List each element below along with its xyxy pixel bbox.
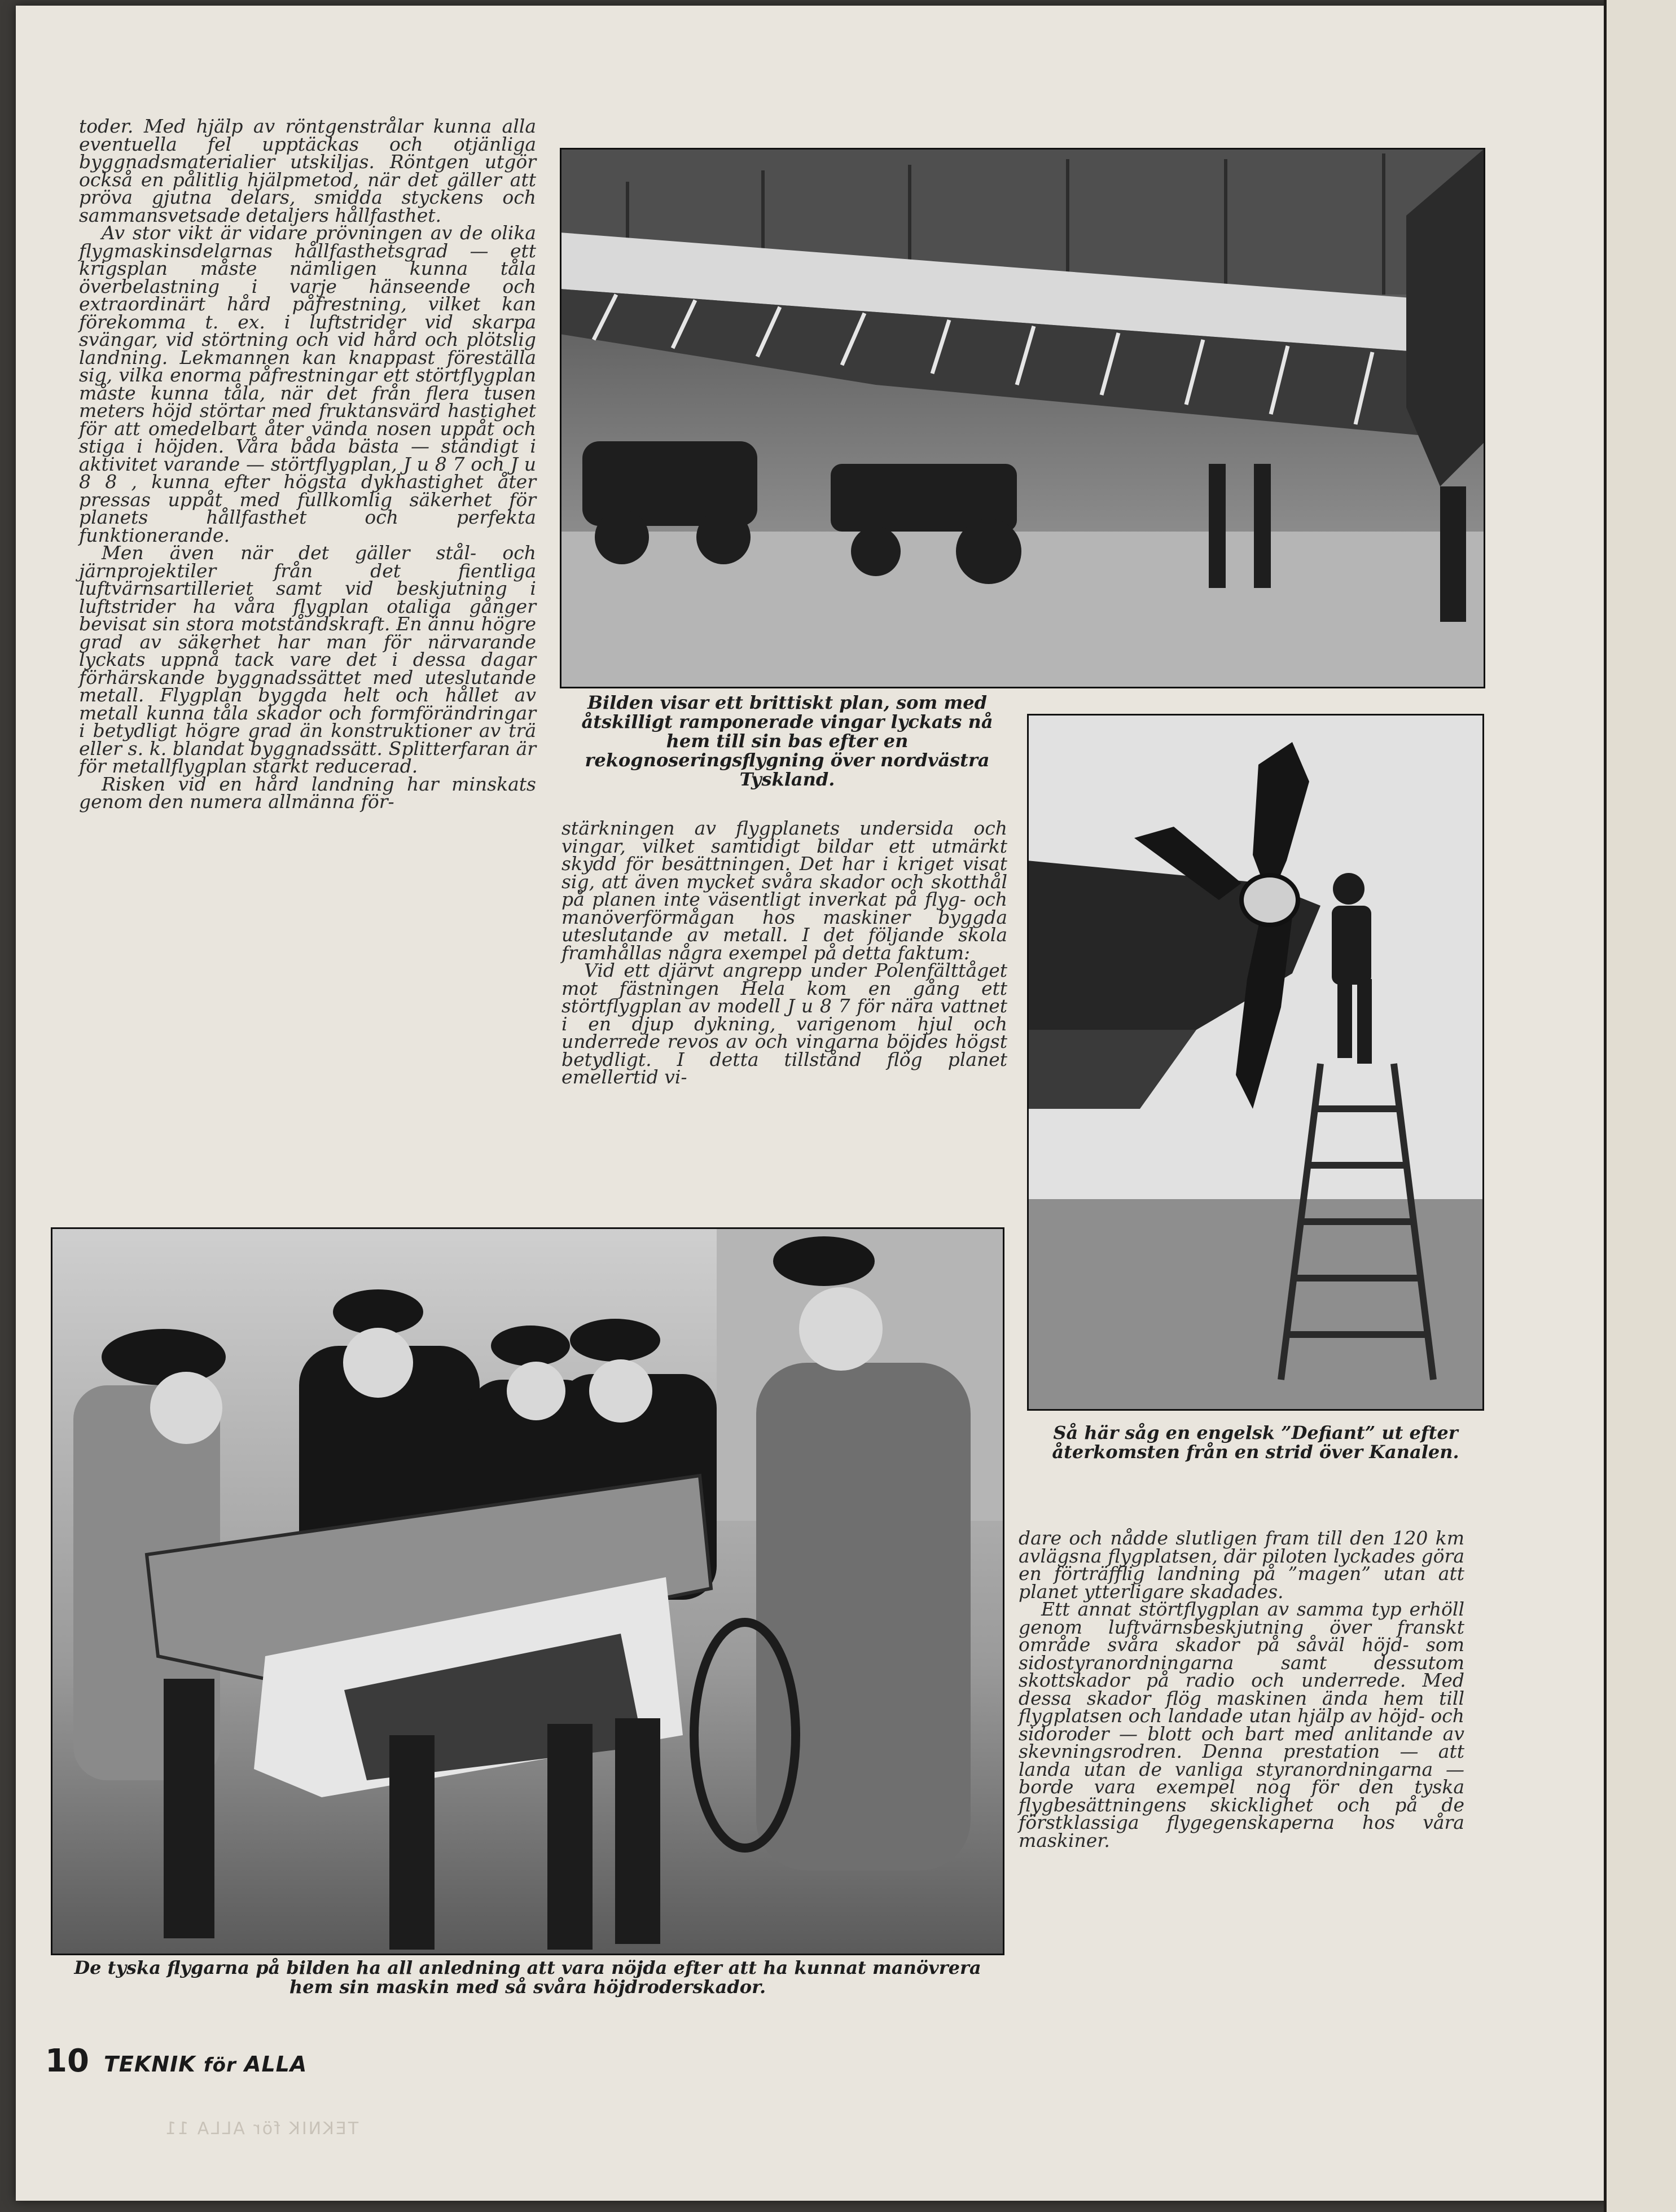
middle-paragraph-2: Vid ett djärvt angrepp under Polenfälttåget mot fästningen Hela kom en gång ett störtflygplan av modell J u 8 7 för nära vattnet i en djup dykning, varigenom hjul och underrede revos av och vingarna böjdes högst betydligt. I detta tillstånd flög planet emellertid vi- bbox=[561, 959, 1007, 1088]
adjacent-page-edge bbox=[1604, 0, 1676, 2212]
photo-damaged-british-plane bbox=[560, 148, 1485, 688]
right-paragraph-1: dare och nådde slutligen fram till den 120 km avlägsna flygplatsen, där piloten lyckades göra en förträfflig landning på ”magen” utan att planet ytterligare skadades. bbox=[1019, 1527, 1464, 1603]
left-paragraph-4: Risken vid en hård landning har minskats genom den numera allmänna för- bbox=[79, 773, 536, 813]
photo-defiant-propeller bbox=[1027, 714, 1484, 1411]
right-paragraph-2: Ett annat störtflygplan av samma typ erhöll genom luftvärnsbeskjutning över franskt område svåra skador på såväl höjd- som sidostyranordningarna samt dessutom skottskador på radio och underrede. Med dessa skador flög maskinen ända hem till flygplatsen och landade utan hjälp av höjd- och sidoroder — blott och bart med anlitande av skevningsrodren. Denna prestation — att landa utan de vanliga styranordningarna — borde vara exempel nog för den tyska flygbesättningens skicklighet och på de förstklassiga flygegenskaperna hos våra maskiner. bbox=[1019, 1598, 1464, 1851]
caption-british-plane: Bilden visar ett brittiskt plan, som med åtskilligt ramponerade vingar lyckats nå hem till sin bas efter en rekognoseringsflygning över nordvästra Tyskland. bbox=[581, 692, 993, 790]
left-paragraph-3: Men även när det gäller stål- och järnprojektiler från det fientliga luftvärnsartilleriet samt vid beskjutning i luftstrider ha våra flygplan otaliga gånger bevisat sin stora motståndskraft. En ännu högre grad av säkerhet har man för närvarande lyckats uppnå tack vare det i dessa dagar förhärskande byggnadssättet med uteslutande metall. Flygplan byggda helt och hållet av metall kunna tåla skador och formförändringar i betydligt högre grad än konstruktioner av trä eller s. k. blandat byggnadssätt. Splitterfaran är för metallflygplan starkt reducerad. bbox=[79, 542, 536, 777]
magazine-title-suffix: ALLA bbox=[244, 2052, 308, 2077]
magazine-title-small: för bbox=[203, 2054, 236, 2077]
article-column-right bbox=[1019, 1529, 1464, 1849]
caption-defiant: Så här såg en engelsk ”Defiant” ut efter återkomsten från en strid över Kanalen. bbox=[1052, 1422, 1459, 1463]
left-paragraph-1: toder. Med hjälp av röntgenstrålar kunna alla eventuella fel upptäckas och otjänliga byggnadsmaterialier utskiljas. Röntgen utgör också en pålitlig hjälpmetod, när det gäller att pröva gjutna delars, smidda styckens och sammansvetsade detaljers hållfasthet. bbox=[79, 115, 536, 226]
middle-paragraph-1: stärkningen av flygplanets undersida och vingar, vilket samtidigt bildar ett utmärkt skydd för besättningen. Det har i kriget visat sig, att även mycket svåra skador och skotthål på planen inte väsentligt inverkat på flyg- och manöverförmågan hos maskiner byggda uteslutande av metall. I det följande skola framhållas några exempel på detta faktum: bbox=[561, 817, 1007, 964]
bleed-through-text: TEKNIK för ALLA 11 bbox=[164, 2119, 359, 2139]
article-column-left bbox=[79, 117, 536, 811]
left-paragraph-2: Av stor vikt är vidare prövningen av de olika flygmaskinsdelarnas hållfasthetsgrad — ett krigsplan måste nämligen kunna tåla överbelastning i varje hänseende och extraordinärt hård påfrestning, vilket kan förekomma t. ex. i luftstrider vid skarpa svängar, vid störtning och vid hård och plötslig landning. Lekmannen kan knappast föreställa sig, vilka enorma påfrestningar ett störtflygplan måste kunna tåla, när det från flera tusen meters höjd störtar med fruktansvärd hastighet för att omedelbart åter vända nosen uppåt och stiga i höjden. Våra båda bästa — ständigt i aktivitet varande — störtflygplan, J u 8 7 och J u 8 8 , kunna efter högsta dykhastighet åter pressas uppåt med fullkomlig säkerhet för planets hållfasthet och perfekta funktionerande. bbox=[79, 222, 536, 546]
photo-german-crew bbox=[51, 1227, 1004, 1955]
magazine-title-prefix: TEKNIK bbox=[103, 2052, 196, 2077]
article-column-middle bbox=[561, 819, 1007, 1086]
page-footer bbox=[45, 2043, 307, 2079]
caption-german-crew: De tyska flygarna på bilden ha all anledning att vara nöjda efter att ha kunnat manövrera hem sin maskin med så svåra höjdroderskador. bbox=[74, 1957, 981, 1998]
page-number: 10 bbox=[45, 2043, 89, 2079]
magazine-title bbox=[104, 2052, 307, 2077]
